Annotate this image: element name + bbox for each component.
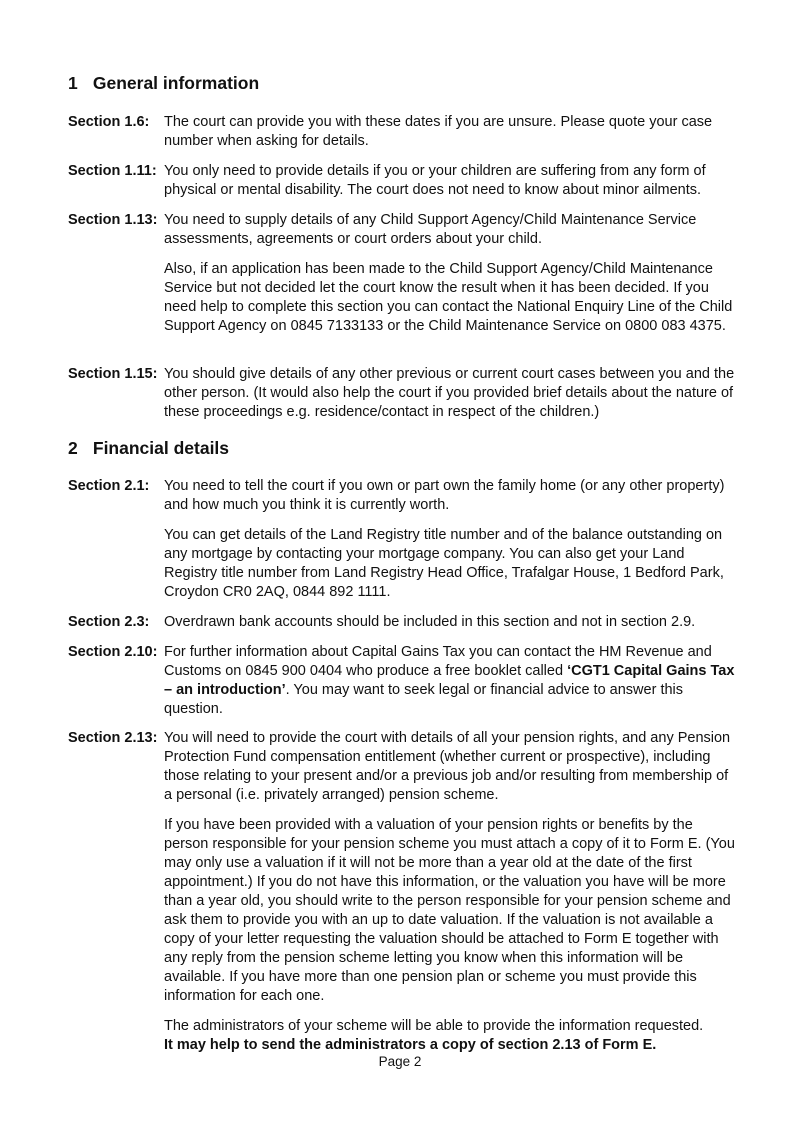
section-2-heading	[68, 437, 229, 459]
page-number: Page 2	[378, 1054, 422, 1069]
entry-section-1-6	[68, 113, 740, 151]
entry-section-1-11	[68, 162, 740, 200]
section-2-number: 2	[68, 438, 78, 458]
administrators-text: The administrators of your scheme will be able to provide the information requested.	[164, 1018, 704, 1034]
entry-text: Overdrawn bank accounts should be included in this section and not in section 2.9.	[164, 614, 696, 630]
entry-label: Section 2.3:	[68, 614, 150, 630]
entry-text: The court can provide you with these dates if you are unsure. Please quote your case number when asking for details.	[164, 114, 713, 149]
section-1-heading	[68, 72, 259, 94]
cgt-text-after: . You may want to seek legal or financial advice to answer this question.	[164, 682, 684, 717]
entry-section-2-1	[68, 477, 740, 602]
entry-text	[164, 643, 740, 719]
entry-label: Section 1.13:	[68, 212, 158, 228]
section-1-number: 1	[68, 73, 78, 93]
entry-section-1-13	[68, 211, 740, 336]
entry-section-2-10	[68, 643, 740, 719]
entry-text: You can get details of the Land Registry title number and of the balance outstanding on any mortgage by contacting your mortgage company. You can also get your Land Registry title number from Land Registry Head Office, Trafalgar House, 1 Bedford Park, Croydon CR0 2AQ, 0844 892 1111.	[164, 527, 724, 600]
entry-label: Section 2.10:	[68, 644, 158, 660]
entry-label: Section 1.15:	[68, 366, 158, 382]
entry-text: Also, if an application has been made to the Child Support Agency/Child Maintenance Service but not decided let the court know the result when it has been decided. If you need help to complete this section you can contact the National Enquiry Line of the Child Support Agency on 0845 7133133 or the Child Maintenance Service on 0800 083 4375.	[164, 261, 733, 334]
entry-text: You should give details of any other previous or current court cases between you and the other person. (It would also help the court if you provided brief details about the nature of these proceedings e.g. residence/contact in respect of the children.)	[164, 366, 735, 420]
entry-text: You need to tell the court if you own or part own the family home (or any other property) and how much you think it is currently worth.	[164, 478, 725, 513]
entry-text	[164, 1017, 740, 1055]
entry-label: Section 2.1:	[68, 478, 150, 494]
entry-text: If you have been provided with a valuation of your pension rights or benefits by the person responsible for your pension scheme you must attach a copy of it to Form E. (You may only use a valuation if it will not be more than a year old at the date of the first appointment.) If you do not have this information, or the valuation you have will be more than a year old, you should write to the person responsible for your pension scheme and ask them to provide you with an up to date valuation. If the valuation is not available a copy of your letter requesting the valuation should be attached to Form E together with any reply from the pension scheme letting you know when this information will be available. If you have more than one pension plan or scheme you must provide this information for each one.	[164, 817, 735, 1004]
entry-section-2-3	[68, 613, 740, 632]
entry-text: You only need to provide details if you or your children are suffering from any form of physical or mental disability. The court does not need to know about minor ailments.	[164, 163, 706, 198]
section-2-title: Financial details	[92, 438, 230, 458]
section-1-title: General information	[92, 73, 260, 93]
entry-section-1-15	[68, 365, 740, 422]
entry-text: You will need to provide the court with details of all your pension rights, and any Pension Protection Fund compensation entitlement (whether current or prospective), including those relating to your present and/or a previous job and/or resulting from membership of a personal (i.e. privately arranged) pension scheme.	[164, 730, 731, 803]
entry-label: Section 1.6:	[68, 114, 150, 130]
entry-label: Section 1.11:	[68, 163, 157, 179]
cgt-text-before: For further information about Capital Gains Tax you can contact the HM Revenue and Customs on 0845 900 0404 who produce a free booklet called	[164, 644, 712, 679]
entry-section-2-13	[68, 729, 740, 1055]
cgt-booklet-title: ‘CGT1 Capital Gains Tax – an introduction’	[164, 663, 735, 698]
entry-text: You need to supply details of any Child Support Agency/Child Maintenance Service assessments, agreements or court orders about your child.	[164, 212, 697, 247]
administrators-advice: It may help to send the administrators a copy of section 2.13 of Form E.	[164, 1037, 657, 1053]
entry-label: Section 2.13:	[68, 730, 158, 746]
